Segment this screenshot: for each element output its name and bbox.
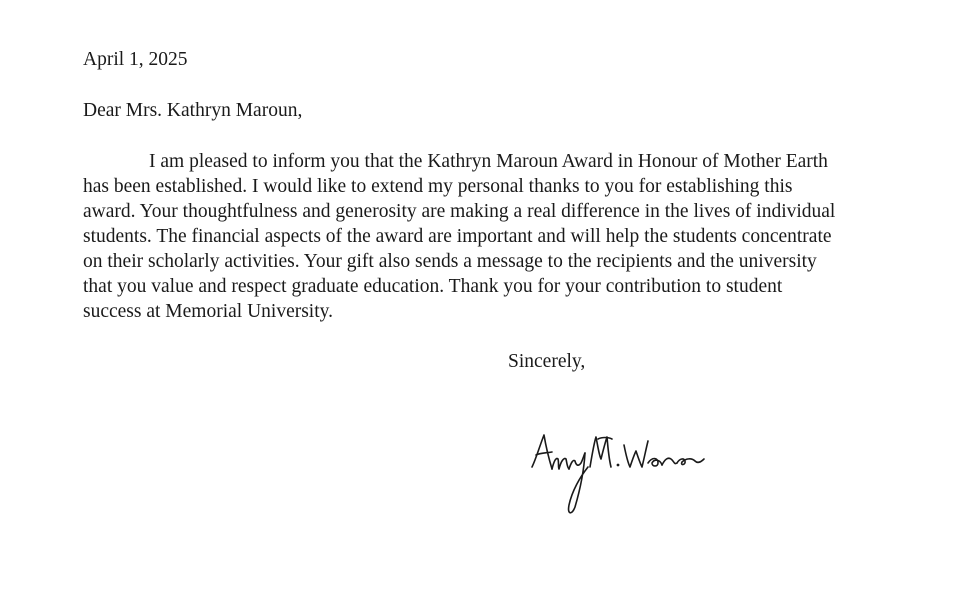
signature-drawing bbox=[528, 425, 728, 525]
body-line: that you value and respect graduate education. Thank you for your contribution to student bbox=[83, 276, 783, 297]
letter-closing: Sincerely, bbox=[508, 351, 586, 372]
body-line: students. The financial aspects of the award are important and will help the students concentrate bbox=[83, 226, 832, 247]
letter-date: April 1, 2025 bbox=[83, 49, 188, 70]
letter-page bbox=[83, 0, 953, 603]
body-line: success at Memorial University. bbox=[83, 301, 334, 322]
body-line: has been established. I would like to extend my personal thanks to you for establishing this bbox=[83, 176, 793, 197]
body-line: award. Your thoughtfulness and generosity are making a real difference in the lives of individual bbox=[83, 201, 836, 222]
body-line: I am pleased to inform you that the Kathryn Maroun Award in Honour of Mother Earth bbox=[149, 151, 828, 172]
handwritten-signature bbox=[528, 425, 728, 525]
letter-salutation: Dear Mrs. Kathryn Maroun, bbox=[83, 100, 303, 121]
letter-body bbox=[83, 149, 943, 324]
body-line: on their scholarly activities. Your gift also sends a message to the recipients and the university bbox=[83, 251, 817, 272]
